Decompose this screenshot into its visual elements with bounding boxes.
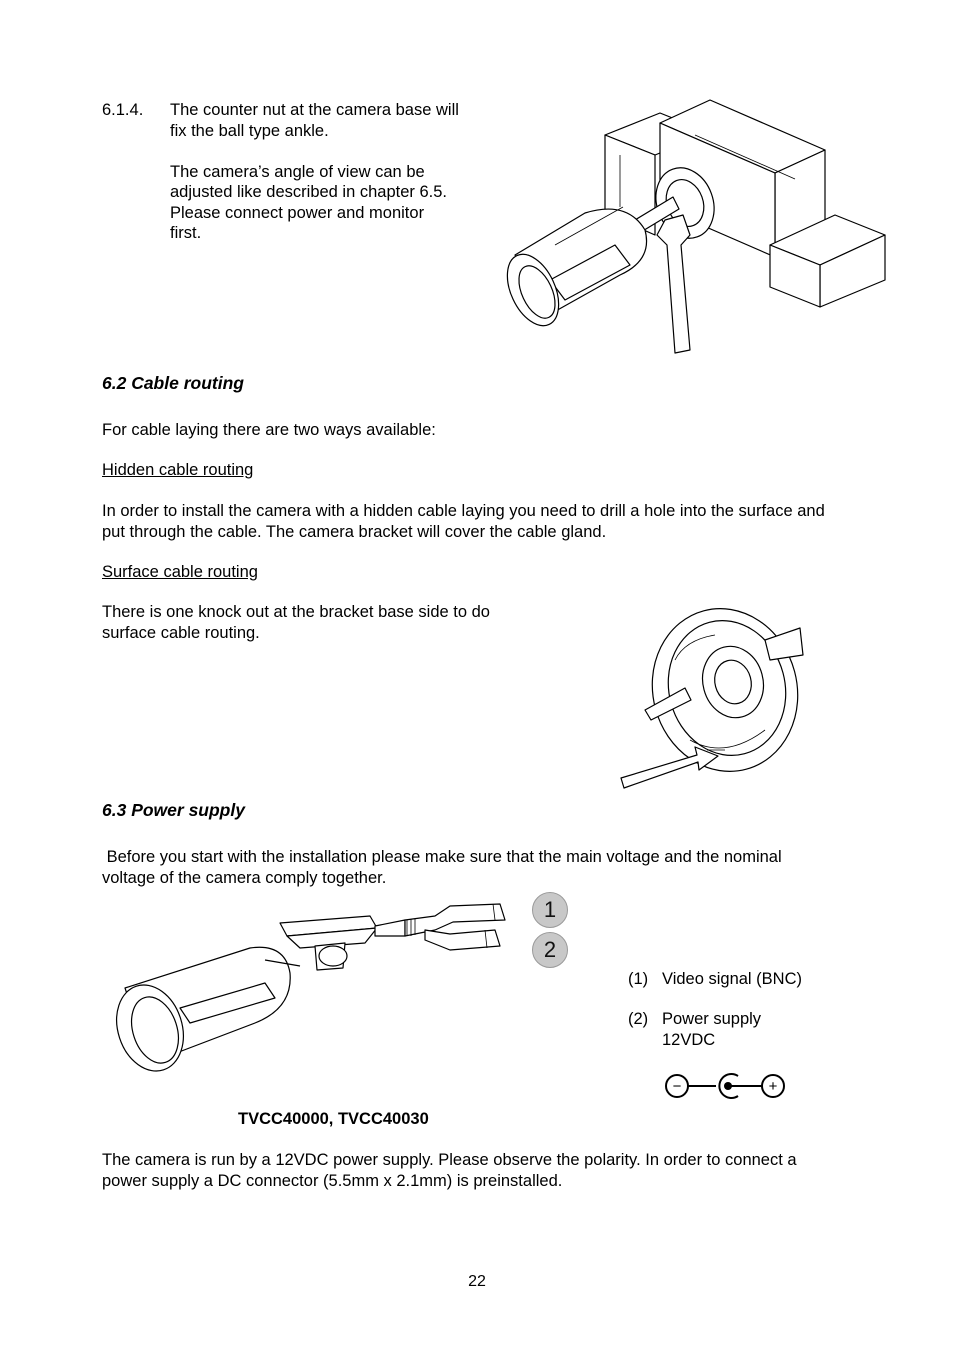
- hidden-line2: put through the cable. The camera bracket will cover the cable gland.: [102, 522, 607, 541]
- power-intro: [102, 847, 902, 888]
- legend-1-number: (1): [628, 970, 649, 988]
- para2-line2: adjusted like described in chapter 6.5.: [170, 183, 448, 201]
- section-614-text: [170, 100, 500, 244]
- section-62-heading: 6.2 Cable routing: [102, 373, 244, 393]
- camera-cable-illustration: [105, 888, 525, 1088]
- surface-routing-text: [102, 602, 542, 643]
- callout-badge-2: 2: [532, 932, 568, 968]
- model-caption: TVCC40000, TVCC40030: [238, 1110, 429, 1128]
- power-outro: [102, 1150, 902, 1191]
- polarity-symbol: [662, 1070, 790, 1102]
- section-63-heading: 6.3 Power supply: [102, 800, 245, 820]
- surface-line1: There is one knock out at the bracket base side to do: [102, 603, 490, 621]
- section-number-614: 6.1.4.: [102, 101, 144, 119]
- bracket-knockout-illustration: [615, 600, 810, 790]
- para1-line2: fix the ball type ankle.: [170, 121, 329, 140]
- legend-2-line2: 12VDC: [662, 1030, 716, 1049]
- minus-sign: −: [672, 1078, 682, 1095]
- plus-sign: +: [768, 1078, 778, 1095]
- legend-2-number: (2): [628, 1010, 649, 1028]
- para2-line4: first.: [170, 224, 202, 242]
- legend-2-text: [662, 1009, 761, 1050]
- power-outro-line1: The camera is run by a 12VDC power supply. Please observe the polarity. In order to connect a: [102, 1151, 797, 1169]
- page-number: 22: [468, 1273, 486, 1290]
- callout-badge-1: 1: [532, 892, 568, 928]
- para2-line3: Please connect power and monitor: [170, 203, 425, 222]
- para2-line1: The camera’s angle of view can be: [170, 162, 425, 181]
- power-intro-line1: Before you start with the installation please make sure that the main voltage and the nominal: [102, 848, 782, 866]
- surface-line2: surface cable routing.: [102, 623, 260, 642]
- power-outro-line2: power supply a DC connector (5.5mm x 2.1mm) is preinstalled.: [102, 1171, 563, 1190]
- hidden-routing-title: Hidden cable routing: [102, 461, 254, 479]
- cable-intro: For cable laying there are two ways available:: [102, 421, 436, 439]
- hidden-routing-text: [102, 501, 902, 542]
- power-intro-line2: voltage of the camera comply together.: [102, 868, 387, 887]
- surface-routing-title: Surface cable routing: [102, 563, 258, 581]
- legend-2-line1: Power supply: [662, 1010, 762, 1028]
- camera-wall-mount-illustration: [495, 95, 890, 360]
- para1-line1: The counter nut at the camera base will: [170, 101, 459, 119]
- hidden-line1: In order to install the camera with a hidden cable laying you need to drill a hole into the surface and: [102, 502, 825, 520]
- legend-1-text: Video signal (BNC): [662, 970, 803, 988]
